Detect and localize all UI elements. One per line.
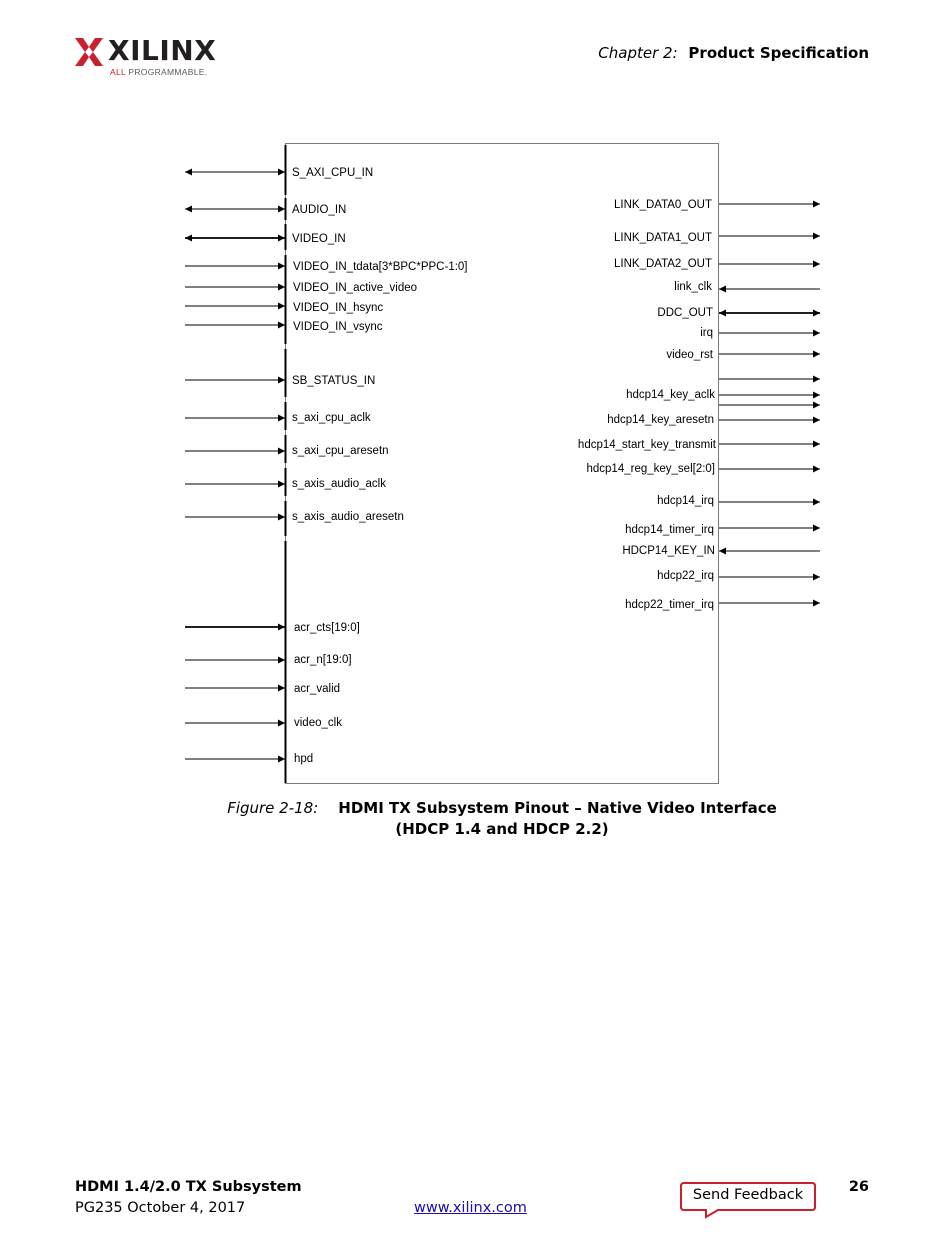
port-label-left: AUDIO_IN: [292, 204, 347, 216]
section-title: Product Specification: [688, 44, 869, 62]
figure-title-line2: (HDCP 1.4 and HDCP 2.2): [395, 820, 609, 838]
figure-label: Figure 2-18:: [227, 799, 319, 817]
port-label-right: DDC_OUT: [657, 307, 713, 319]
port-label-right: hdcp22_irq: [657, 570, 714, 582]
port-label-left: acr_cts[19:0]: [294, 622, 360, 634]
port-label-right: hdcp14_irq: [657, 495, 714, 507]
port-label-left: SB_STATUS_IN: [292, 375, 376, 387]
port-label-right: hdcp14_key_aresetn: [607, 414, 714, 426]
port-label-right: video_rst: [666, 349, 713, 361]
port-label-right: LINK_DATA2_OUT: [614, 258, 712, 270]
tagline-rest: PROGRAMMABLE.: [125, 67, 208, 77]
port-label-right: LINK_DATA0_OUT: [614, 199, 712, 211]
port-label-right: hdcp22_timer_irq: [625, 599, 714, 611]
left-port-labels: [292, 167, 468, 765]
figure-title: HDMI TX Subsystem Pinout – Native Video Interface: [338, 799, 777, 817]
port-label-right: hdcp14_timer_irq: [625, 524, 714, 536]
port-label-left: VIDEO_IN_vsync: [293, 321, 383, 333]
port-label-left: acr_n[19:0]: [294, 654, 352, 666]
port-label-left: s_axis_audio_aclk: [292, 478, 386, 490]
send-feedback-button[interactable]: [680, 1182, 816, 1222]
footer-doc-title: HDMI 1.4/2.0 TX Subsystem: [75, 1179, 302, 1195]
chapter-label: Chapter 2:: [598, 44, 678, 62]
footer-doc-id: PG235 October 4, 2017: [75, 1200, 246, 1216]
port-label-left: VIDEO_IN_hsync: [293, 302, 384, 314]
page-number: 26: [848, 1179, 869, 1195]
port-label-right: link_clk: [674, 281, 712, 293]
port-label-left: VIDEO_IN: [292, 233, 346, 245]
port-label-right: LINK_DATA1_OUT: [614, 232, 712, 244]
right-port-labels: [578, 199, 717, 611]
left-arrows: [185, 172, 285, 759]
port-label-left: hpd: [294, 753, 314, 765]
port-label-right: hdcp14_key_aclk: [626, 389, 715, 401]
right-arrows: [719, 204, 820, 603]
port-label-left: acr_valid: [294, 683, 341, 695]
port-label-right: hdcp14_start_key_transmit: [577, 439, 716, 451]
port-label-left: s_axis_audio_aresetn: [292, 511, 404, 523]
port-label-right: hdcp14_reg_key_sel[2:0]: [586, 463, 715, 475]
port-label-left: VIDEO_IN_active_video: [293, 282, 418, 294]
port-label-right: irq: [700, 327, 713, 339]
tagline-highlight: ALL: [110, 67, 126, 77]
port-label-left: s_axi_cpu_aresetn: [292, 445, 389, 457]
xilinx-website-link[interactable]: www.xilinx.com: [414, 1200, 527, 1216]
port-label-left: VIDEO_IN_tdata[3*BPC*PPC-1:0]: [293, 261, 468, 273]
port-label-left: s_axi_cpu_aclk: [292, 412, 371, 424]
xilinx-brand: XILINX: [108, 34, 217, 67]
figure-caption: [0, 798, 950, 840]
send-feedback-label: Send Feedback: [692, 1187, 804, 1203]
port-label-left: video_clk: [294, 717, 342, 729]
port-label-right: HDCP14_KEY_IN: [622, 545, 715, 557]
port-label-left: S_AXI_CPU_IN: [292, 167, 374, 179]
